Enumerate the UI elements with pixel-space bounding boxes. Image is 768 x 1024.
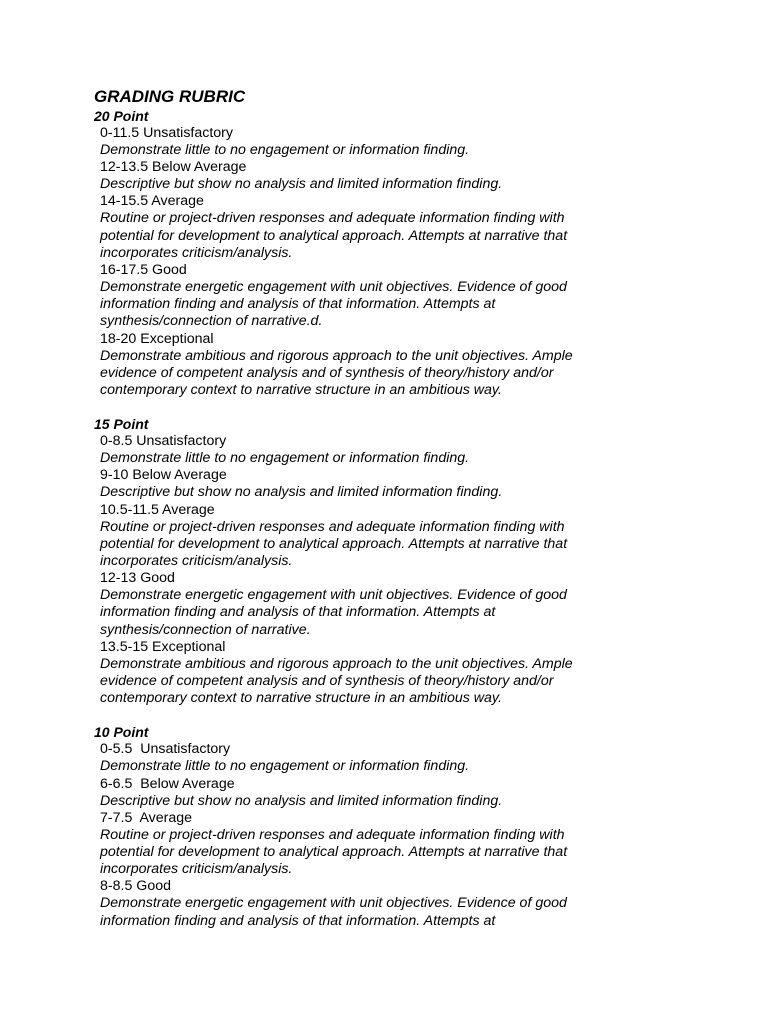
level-description: Demonstrate ambitious and rigorous approach to the unit objectives. Ample evidence of competent analysis and of synthesis of theory/history and/or contemporary context to narrative structure in an ambitious way.	[100, 347, 573, 399]
rubric-level	[94, 467, 728, 501]
level-label: 8-8.5 Good	[100, 878, 171, 895]
level-description: Descriptive but show no analysis and limited information finding.	[100, 484, 503, 501]
rubric-level	[94, 502, 728, 571]
level-label: 13.5-15 Exceptional	[100, 638, 226, 655]
level-label: 0-8.5 Unsatisfactory	[100, 433, 227, 450]
level-label: 16-17.5 Good	[100, 262, 187, 279]
level-label: 14-15.5 Average	[100, 193, 204, 210]
level-label: 0-11.5 Unsatisfactory	[100, 125, 233, 141]
rubric-level	[94, 331, 728, 400]
rubric-level	[94, 810, 728, 879]
level-label: 12-13 Good	[100, 570, 175, 587]
level-label: 6-6.5 Below Average	[100, 775, 235, 792]
level-description: Demonstrate little to no engagement or information finding.	[100, 758, 470, 775]
section-heading: 15 Point	[94, 416, 149, 433]
rubric-section-15-point	[94, 416, 728, 707]
level-description: Descriptive but show no analysis and limited information finding.	[100, 792, 503, 809]
rubric-level	[94, 433, 728, 467]
rubric-level	[94, 639, 728, 708]
level-label: 12-13.5 Below Average	[100, 159, 247, 176]
rubric-level	[94, 262, 728, 331]
rubric-level	[94, 193, 728, 262]
level-description: Descriptive but show no analysis and limited information finding.	[100, 176, 503, 193]
level-description: Demonstrate energetic engagement with unit objectives. Evidence of good information finding and analysis of that information. Attempts at synthesis/connection of narrative.d.	[100, 279, 567, 330]
level-label: 9-10 Below Average	[100, 467, 227, 484]
rubric-section-20-point	[94, 108, 728, 399]
level-description: Demonstrate little to no engagement or information finding.	[100, 142, 470, 158]
rubric-level	[94, 741, 728, 775]
level-label: 0-5.5 Unsatisfactory	[100, 741, 231, 758]
level-label: 7-7.5 Average	[100, 809, 193, 826]
rubric-level	[94, 125, 728, 159]
level-description: Routine or project-driven responses and adequate information finding with potential for development to analytical approach. Attempts at narrative that incorporates criticism/analysis.	[100, 210, 568, 261]
rubric-level	[94, 570, 728, 639]
section-heading: 20 Point	[94, 108, 149, 124]
level-description: Demonstrate energetic engagement with unit objectives. Evidence of good information finding and analysis of that information. Attempts at synthesis/connection of narrative.	[100, 587, 567, 638]
rubric-level	[94, 878, 728, 929]
rubric-level	[94, 776, 728, 810]
level-description: Routine or project-driven responses and adequate information finding with potential for development to analytical approach. Attempts at narrative that incorporates criticism/analysis.	[100, 518, 568, 570]
rubric-level	[94, 159, 728, 193]
document-title: GRADING RUBRIC	[94, 87, 246, 106]
level-description: Routine or project-driven responses and adequate information finding with potential for development to analytical approach. Attempts at narrative that incorporates criticism/analysis.	[100, 826, 568, 878]
section-heading: 10 Point	[94, 724, 149, 741]
level-description: Demonstrate ambitious and rigorous approach to the unit objectives. Ample evidence of competent analysis and of synthesis of theory/history and/or contemporary context to narrative structure in an ambitious way.	[100, 655, 573, 707]
level-description: Demonstrate little to no engagement or information finding.	[100, 450, 470, 467]
rubric-section-10-point	[94, 724, 728, 929]
level-label: 18-20 Exceptional	[100, 330, 214, 347]
level-description: Demonstrate energetic engagement with unit objectives. Evidence of good information finding and analysis of that information. Attempts at	[100, 895, 567, 929]
level-label: 10.5-11.5 Average	[100, 501, 215, 518]
